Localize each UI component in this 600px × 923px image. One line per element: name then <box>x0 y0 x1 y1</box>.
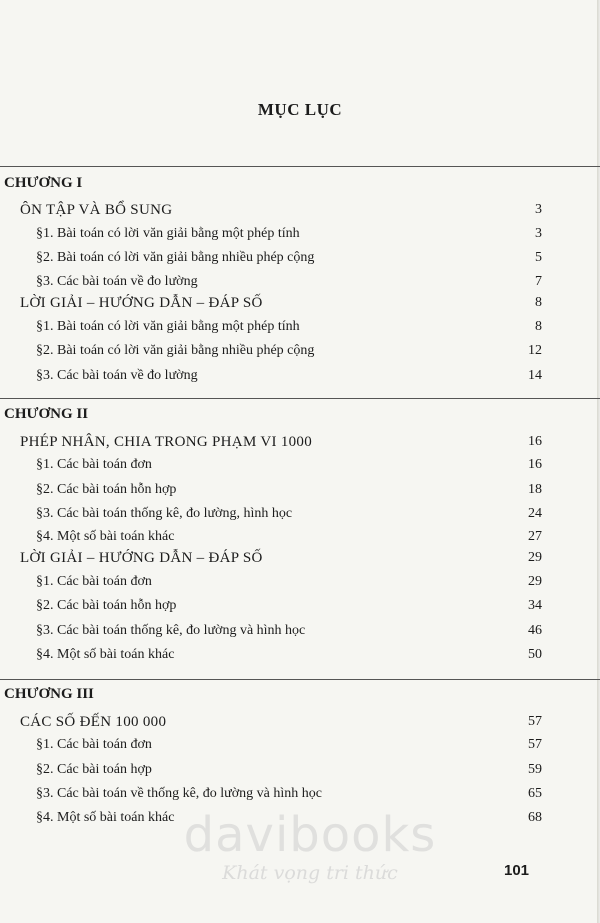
toc-entry-title: §1. Các bài toán đơn <box>36 737 152 752</box>
toc-entry[interactable] <box>0 762 600 782</box>
chapter-heading: CHƯƠNG III <box>4 686 94 702</box>
toc-section-title: LỜI GIẢI – HƯỚNG DẪN – ĐÁP SỐ <box>20 550 263 566</box>
toc-section[interactable] <box>0 202 600 222</box>
toc-page: 5 <box>535 250 542 265</box>
toc-entry-title: §4. Một số bài toán khác <box>36 647 175 662</box>
toc-page: 29 <box>528 550 542 565</box>
toc-entry-title: §2. Bài toán có lời văn giải bằng nhiều phép cộng <box>36 250 315 265</box>
toc-entry-title: §2. Các bài toán hợp <box>36 762 152 777</box>
toc-page: 65 <box>528 786 542 801</box>
toc-page: 16 <box>528 434 542 449</box>
toc-entry[interactable] <box>0 737 600 757</box>
toc-page: 68 <box>528 810 542 825</box>
toc-entry[interactable] <box>0 482 600 502</box>
toc-page: 27 <box>528 529 542 544</box>
toc-entry-title: §3. Các bài toán về thống kê, đo lường và hình học <box>36 786 322 801</box>
toc-page: 24 <box>528 506 542 521</box>
toc-title: MỤC LỤC <box>257 100 343 119</box>
chapter-divider <box>0 398 600 399</box>
toc-entry-title: §1. Các bài toán đơn <box>36 574 152 589</box>
watermark-brand: davibooks <box>183 807 437 863</box>
toc-section[interactable] <box>0 714 600 734</box>
watermark-slogan: Khát vọng tri thức <box>222 862 398 884</box>
chapter-divider <box>0 166 600 167</box>
toc-entry[interactable] <box>0 250 600 270</box>
toc-entry[interactable] <box>0 319 600 339</box>
toc-page: 46 <box>528 623 542 638</box>
toc-page: 3 <box>535 226 542 241</box>
toc-entry[interactable] <box>0 529 600 549</box>
toc-entry[interactable] <box>0 623 600 643</box>
toc-entry[interactable] <box>0 226 600 246</box>
toc-entry[interactable] <box>0 506 600 526</box>
toc-entry[interactable] <box>0 574 600 594</box>
toc-entry-title: §2. Các bài toán hỗn hợp <box>36 482 177 497</box>
toc-entry-title: §4. Một số bài toán khác <box>36 810 175 825</box>
toc-page: 14 <box>528 368 542 383</box>
toc-section-title: PHÉP NHÂN, CHIA TRONG PHẠM VI 1000 <box>20 434 313 450</box>
toc-page: 57 <box>528 714 542 729</box>
toc-entry[interactable] <box>0 368 600 388</box>
toc-page: 8 <box>535 319 542 334</box>
toc-entry[interactable] <box>0 786 600 806</box>
toc-entry[interactable] <box>0 274 600 294</box>
toc-entry-title: §1. Bài toán có lời văn giải bằng một phép tính <box>36 319 300 334</box>
page-number: 101 <box>504 862 530 879</box>
toc-page: 29 <box>528 574 542 589</box>
toc-section-title: LỜI GIẢI – HƯỚNG DẪN – ĐÁP SỐ <box>20 295 263 311</box>
toc-page: 3 <box>535 202 542 217</box>
toc-section-title: CÁC SỐ ĐẾN 100 000 <box>20 714 167 730</box>
toc-page: 59 <box>528 762 542 777</box>
toc-entry-title: §4. Một số bài toán khác <box>36 529 175 544</box>
chapter-heading: CHƯƠNG II <box>4 406 89 422</box>
toc-section[interactable] <box>0 295 600 315</box>
toc-page: 50 <box>528 647 542 662</box>
toc-entry-title: §1. Bài toán có lời văn giải bằng một phép tính <box>36 226 300 241</box>
toc-section[interactable] <box>0 434 600 454</box>
toc-entry-title: §3. Các bài toán về đo lường <box>36 274 198 289</box>
toc-entry[interactable] <box>0 343 600 363</box>
toc-section[interactable] <box>0 550 600 570</box>
toc-entry[interactable] <box>0 647 600 667</box>
toc-page: 57 <box>528 737 542 752</box>
toc-entry-title: §1. Các bài toán đơn <box>36 457 152 472</box>
toc-entry[interactable] <box>0 810 600 830</box>
toc-page: 18 <box>528 482 542 497</box>
toc-entry-title: §2. Các bài toán hỗn hợp <box>36 598 177 613</box>
toc-page: 16 <box>528 457 542 472</box>
toc-section-title: ÔN TẬP VÀ BỔ SUNG <box>20 202 173 218</box>
toc-page: 8 <box>535 295 542 310</box>
toc-entry-title: §3. Các bài toán thống kê, đo lường và hình học <box>36 623 306 638</box>
toc-entry[interactable] <box>0 457 600 477</box>
chapter-divider <box>0 679 600 680</box>
toc-page: 7 <box>535 274 542 289</box>
toc-page: 34 <box>528 598 542 613</box>
chapter-heading: CHƯƠNG I <box>4 175 83 191</box>
toc-page: 12 <box>528 343 542 358</box>
toc-entry-title: §3. Các bài toán về đo lường <box>36 368 198 383</box>
toc-entry-title: §3. Các bài toán thống kê, đo lường, hình học <box>36 506 293 521</box>
toc-entry[interactable] <box>0 598 600 618</box>
toc-entry-title: §2. Bài toán có lời văn giải bằng nhiều phép cộng <box>36 343 315 358</box>
